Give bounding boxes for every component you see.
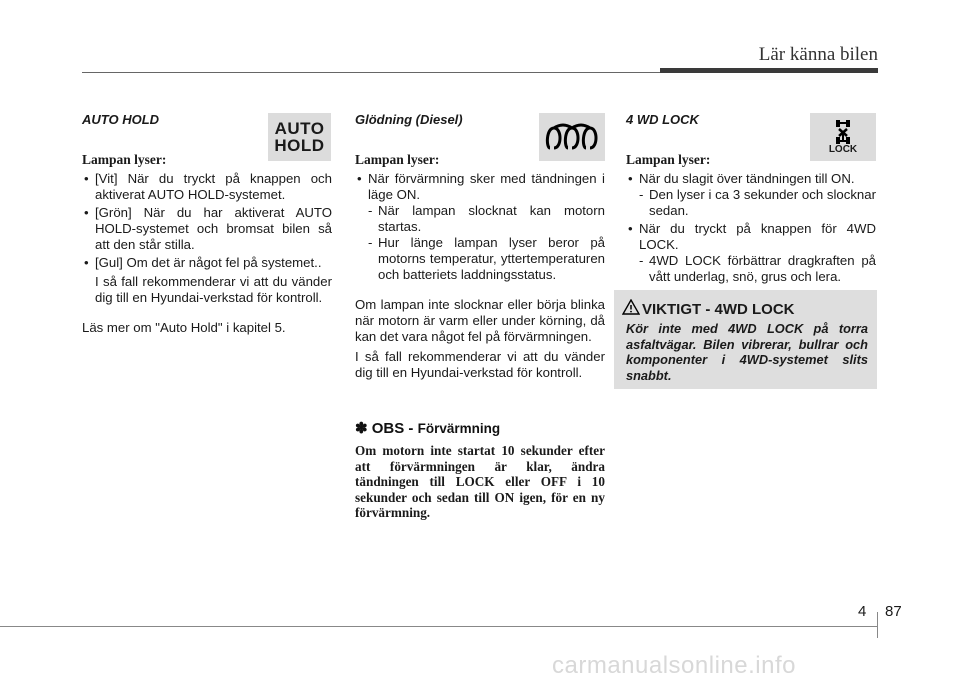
lamp-label: Lampan lyser: <box>626 152 711 167</box>
footer-rule <box>0 626 878 627</box>
chapter-number: 4 <box>858 603 867 620</box>
auto-hold-note: Läs mer om "Auto Hold" i kapitel 5. <box>82 320 286 335</box>
auto-hold-bullet-2: • [Grön] När du har aktiverat AUTO HOLD-systemet och bromsat bilen så att den står stilla. <box>82 205 332 253</box>
auto-hold-bullet-1: • [Vit] När du tryckt på knappen och aktiverat AUTO HOLD-systemet. <box>82 171 332 203</box>
obs-subtitle: Förvärmning <box>417 421 501 436</box>
lamp-label: Lampan lyser: <box>355 152 440 167</box>
glow-dash-2: - Hur länge lampan lyser beror på motorns temperatur, yttertemperaturen och batteriets laddningsstatus. <box>368 235 605 283</box>
page-number: 87 <box>885 603 902 620</box>
glow-section <box>355 112 605 521</box>
auto-hold-section <box>82 112 332 336</box>
obs-title: OBS - <box>371 420 414 437</box>
4wd-dash-1: - Den lyser i ca 3 sekunder och slocknar sedan. <box>639 187 876 219</box>
header-rule <box>82 72 660 73</box>
glow-paragraph-1: Om lampan inte slocknar eller börja blinka när motorn är varm eller under körning, då kan det vara något fel på förvärmningen. <box>355 297 605 344</box>
footer-divider <box>877 612 878 638</box>
4wd-bullet-1: • När du slagit över tändningen till ON. - Den lyser i ca 3 sekunder och slocknar sedan. <box>626 171 876 219</box>
4wd-lock-title: 4 WD LOCK <box>626 112 699 127</box>
watermark: carmanualsonline.info <box>552 652 796 679</box>
obs-body: Om motorn inte startat 10 sekunder efter att förvärmningen är klar, ändra tändningen till LOCK eller OFF i 10 sekunder och sedan till ON igen, för en ny förvärmning. <box>355 443 605 520</box>
glow-paragraph-2: I så fall rekommenderar vi att du vänder dig till en Hyundai-verkstad för kontroll. <box>355 349 605 380</box>
warning-box <box>614 290 877 389</box>
4wd-lock-icon-text: LOCK <box>828 144 858 155</box>
header-rule-accent <box>660 68 878 73</box>
glow-dash-1: - När lampan slocknat kan motorn startas. <box>368 203 605 235</box>
glow-bullet-1: • När förvärmning sker med tändningen i läge ON. - När lampan slocknat kan motorn startas. - Hur länge lampan lyser beror på motorns temperatur, yttertemperaturen och batteriets laddningsstatus. <box>355 171 605 283</box>
auto-hold-icon-text-1: AUTO <box>274 119 325 138</box>
warning-title: VIKTIGT - 4WD LOCK <box>642 301 795 318</box>
lamp-label: Lampan lyser: <box>82 152 167 167</box>
auto-hold-bullet-3-continuation: I så fall rekommenderar vi att du vänder dig till en Hyundai-verkstad för kontroll. <box>95 274 332 305</box>
warning-triangle-icon <box>622 299 640 315</box>
4wd-lock-section <box>626 112 876 287</box>
glow-title: Glödning (Diesel) <box>355 112 463 127</box>
4wd-dash-2: - 4WD LOCK förbättrar dragkraften på vått underlag, snö, grus och lera. <box>639 253 876 285</box>
auto-hold-title: AUTO HOLD <box>82 112 160 127</box>
page-header-title: Lär känna bilen <box>758 44 878 65</box>
auto-hold-bullet-3: • [Gul] Om det är något fel på systemet.. <box>82 255 332 271</box>
obs-symbol: ✽ <box>355 420 368 437</box>
4wd-bullet-2: • När du tryckt på knappen för 4WD LOCK. - 4WD LOCK förbättrar dragkraften på vått underlag, snö, grus och lera. <box>626 221 876 285</box>
auto-hold-icon-text-2: HOLD <box>274 136 325 155</box>
obs-note <box>355 421 605 521</box>
warning-body: Kör inte med 4WD LOCK på torra asfaltvägar. Bilen vibrerar, bullrar och komponenter i 4WD-systemet slits snabbt. <box>626 321 868 383</box>
